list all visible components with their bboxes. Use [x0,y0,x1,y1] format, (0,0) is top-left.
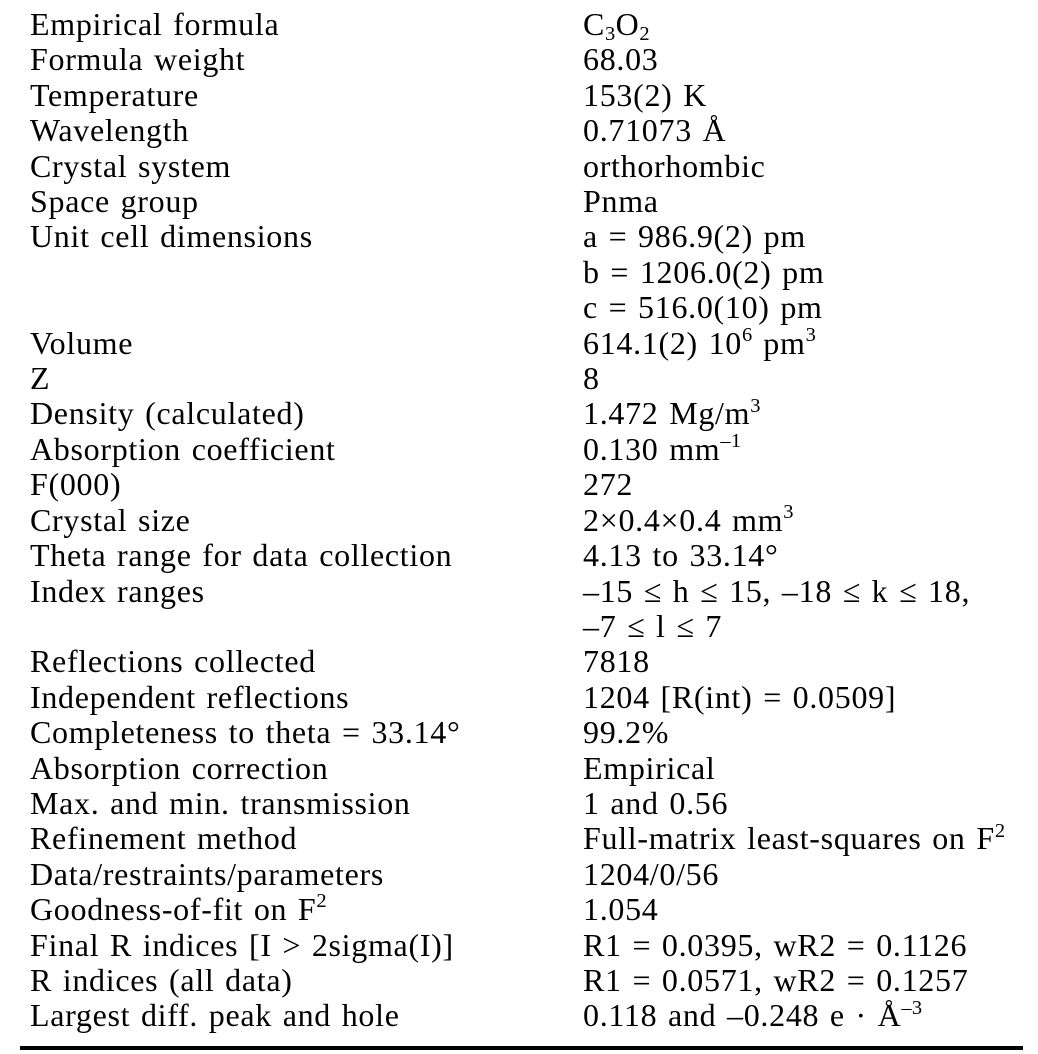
table-row [30,857,1020,892]
property-value [583,715,1020,750]
property-value-line: 1.054 [583,891,659,928]
property-value [583,42,1020,77]
property-value [583,928,1020,963]
property-value [583,184,1020,219]
table-row [30,998,1020,1033]
property-value [583,963,1020,998]
property-value-line: Pnma [583,183,659,220]
property-value-line: 8 [583,360,600,397]
property-value-line: 153(2) K [583,76,708,113]
property-value-line: 2×0.4×0.4 $mm^3$ [583,501,794,538]
property-value-line: Full-matrix least-squares on $F^2$ [583,819,1006,857]
table-row [30,396,1020,431]
crystal-data-table [30,7,1020,1034]
table-row [30,503,1020,538]
property-value-line: 272 [583,466,634,503]
property-value [583,432,1020,467]
table-row [30,892,1020,927]
property-value [583,78,1020,113]
property-label: Largest diff. peak and hole [30,997,400,1034]
table-bottom-rule [20,1046,1023,1050]
table-row [30,715,1020,750]
table-row [30,963,1020,998]
table-row [30,751,1020,786]
property-value-line: a = 986.9(2) pm [583,218,806,255]
property-value [583,574,1020,645]
property-label: F(000) [30,466,122,503]
property-label: Volume [30,324,134,361]
property-label: Data/restraints/parameters [30,855,385,892]
property-value-line: 1.472 $Mg/m^3$ [583,394,761,432]
property-value [583,644,1020,679]
property-value [583,323,1020,361]
property-label: Wavelength [30,112,190,149]
table-row [30,432,1020,467]
property-label: Independent reflections [30,678,350,715]
property-value-line: 614.1(2) $10^6$ $pm^3$ [583,323,817,361]
property-label: Absorption correction [30,749,329,786]
property-value [583,786,1020,821]
property-label: Temperature [30,76,199,113]
property-value-line: –15 ≤ h ≤ 15, –18 ≤ k ≤ 18, [583,572,971,609]
property-label: Formula weight [30,41,246,78]
property-value [583,538,1020,573]
property-value-line: 0.71073 Å [583,112,727,149]
property-label: Space group [30,183,199,220]
property-label: Goodness-of-fit on $F^2$ [30,890,327,928]
table-row [30,78,1020,113]
table-row [30,821,1020,856]
property-value [583,396,1020,431]
property-value-line: 0.118 and –0.248 $e \cdot Å^{-3}$ [583,996,923,1034]
table-row [30,6,1020,45]
table-row [30,467,1020,502]
table-row [30,219,1020,325]
property-value [583,113,1020,148]
property-value [583,821,1020,856]
property-label: Density (calculated) [30,395,305,432]
table-row [30,928,1020,963]
property-value-line: c = 516.0(10) pm [583,289,823,326]
table-row [30,680,1020,715]
property-value-line: 68.03 [583,41,659,78]
table-row [30,361,1020,396]
property-value [583,467,1020,502]
property-label: Empirical formula [30,6,280,42]
property-value-line: 99.2% [583,714,670,751]
property-label: Completeness to theta = 33.14° [30,714,461,751]
property-label: R indices (all data) [30,961,293,998]
property-value-line: Empirical [583,749,716,786]
property-label: Final R indices [I > 2sigma(I)] [30,926,454,963]
property-label: Z [30,360,51,397]
property-value-line: –7 ≤ l ≤ 7 [583,607,723,644]
property-value-line: orthorhombic [583,147,766,184]
property-value-line: 0.130 $mm^{-1}$ [583,430,742,467]
table-row [30,113,1020,148]
property-value [583,503,1020,538]
property-value-line: 7818 [583,643,650,680]
property-value [583,361,1020,396]
property-label: Index ranges [30,572,205,609]
property-value-line: b = 1206.0(2) pm [583,253,825,290]
property-label: Reflections collected [30,643,316,680]
table-row [30,644,1020,679]
property-label: Unit cell dimensions [30,218,313,255]
table-row [30,149,1020,184]
table-row [30,42,1020,77]
property-value [583,680,1020,715]
property-value [583,892,1020,927]
table-row [30,574,1020,645]
property-value-line: $C_3O_2$ [583,6,650,45]
property-value-line: 1204 [R(int) = 0.0509] [583,678,897,715]
property-label: Crystal size [30,501,191,538]
property-value [583,6,1020,45]
property-value [583,998,1020,1033]
property-value-line: 1 and 0.56 [583,784,729,821]
property-value-line: R1 = 0.0571, wR2 = 0.1257 [583,961,969,998]
property-label: Theta range for data collection [30,537,453,574]
property-value [583,751,1020,786]
property-label: Max. and min. transmission [30,784,411,821]
property-value-line: R1 = 0.0395, wR2 = 0.1126 [583,926,968,963]
property-value [583,219,1020,325]
property-value-line: 1204/0/56 [583,855,720,892]
property-value-line: 4.13 to 33.14° [583,537,779,574]
table-row [30,538,1020,573]
table-row [30,786,1020,821]
property-label: Refinement method [30,820,298,857]
table-row [30,184,1020,219]
property-value [583,149,1020,184]
property-label: Crystal system [30,147,232,184]
table-row [30,323,1020,361]
property-label: Absorption coefficient [30,430,336,467]
property-value [583,857,1020,892]
